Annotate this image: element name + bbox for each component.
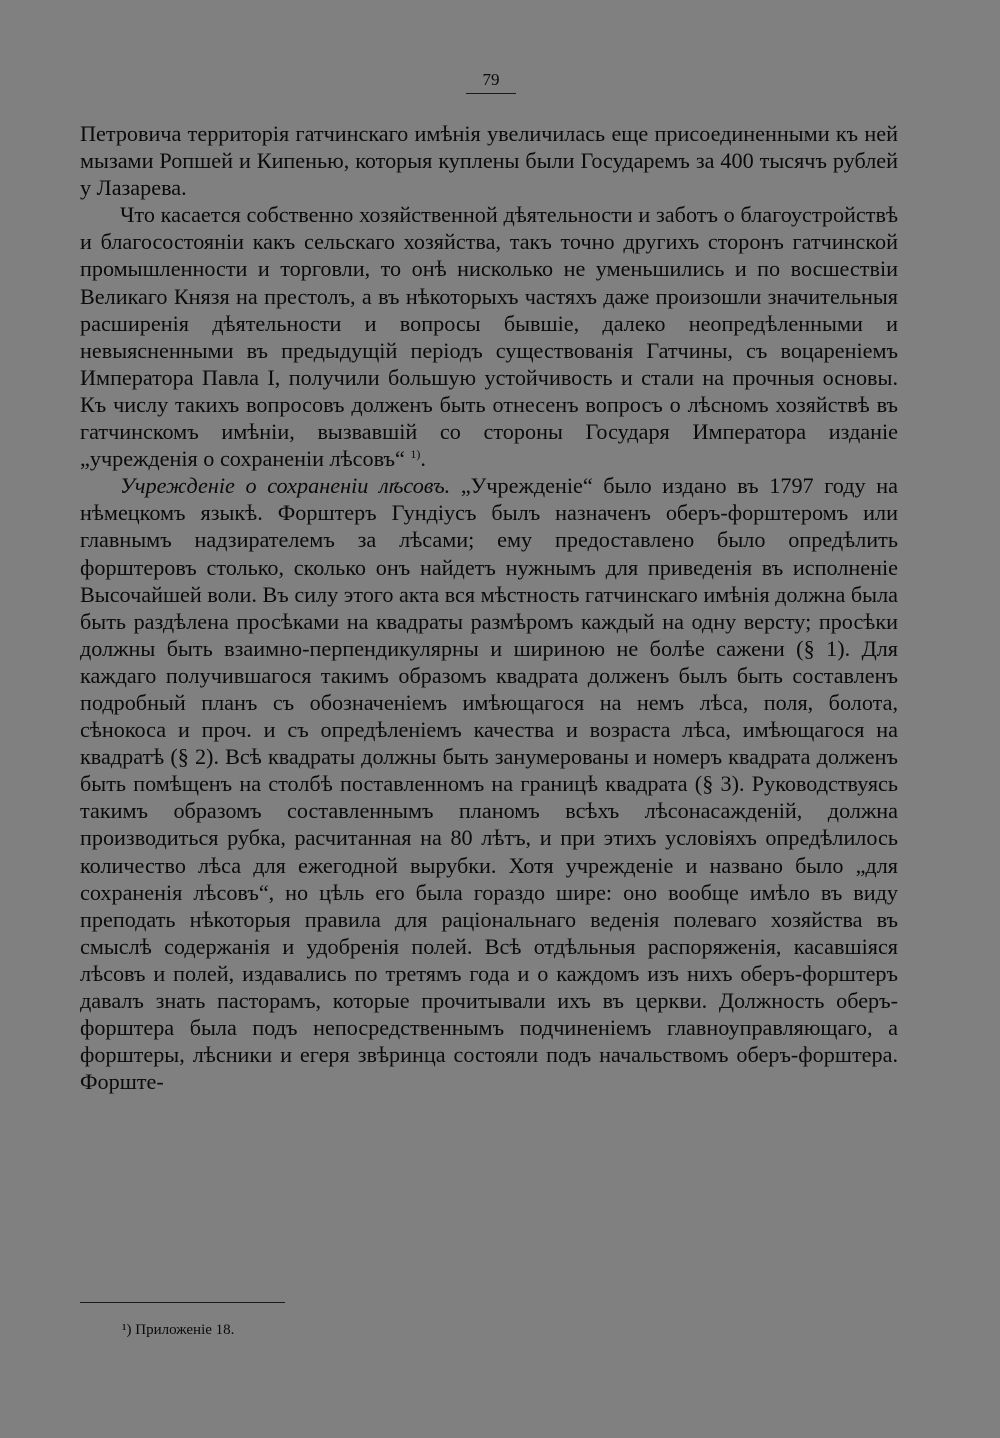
paragraph-1-text: Петровича территорія гатчинскаго имѣнія увеличилась еще присоединенными къ ней мызами Ропшей и Кипенью, которыя куплены были Государемъ за 400 тысячъ рублей у Лазарева. — [80, 121, 898, 201]
paragraph-3-heading: Учрежденіе о сохраненіи лѣсовъ. — [120, 473, 451, 499]
body-text — [80, 120, 898, 1095]
paragraph-1 — [80, 120, 898, 201]
paragraph-2-text: Что касается собственно хозяйственной дѣятельности и заботъ о благоустройствѣ и благосостояніи какъ сельскаго хозяйства, такъ точно другихъ сторонъ гатчинской промышленности и торговли, то онѣ нисколько не уменьшились и по восшествіи Великаго Князя на престолъ, а въ нѣкоторыхъ частяхъ даже произошли значительныя расширенія дѣятельности и вопросы бывшіе, далеко неопредѣленными и невыясненными въ предыдущій періодъ существованія Гатчины, съ воцареніемъ Императора Павла I, получили большую устойчивость и стали на прочныя основы. Къ числу такихъ вопросовъ долженъ быть отнесенъ вопросъ о лѣсномъ хозяйствѣ въ гатчинскомъ имѣніи, вызвавшій со стороны Государя Императора изданіе „учрежденія о сохраненіи лѣсовъ“ — [80, 202, 898, 472]
paragraph-3 — [80, 472, 898, 1095]
footnote-marker: 1) — [410, 447, 421, 462]
paragraph-3-text: „Учрежденіе“ было издано въ 1797 году на нѣмецкомъ языкѣ. Форштеръ Гундіусъ былъ назначенъ оберъ-форштеромъ или главнымъ надзирателемъ за лѣсами; ему предоставлено было опредѣлить форштеровъ столько, сколько онъ найдетъ нужнымъ для приведенія въ исполненіе Высочайшей воли. Въ силу этого акта вся мѣстность гатчинскаго имѣнія должна была быть раздѣлена просѣками на квадраты размѣромъ каждый на одну версту; просѣки должны быть взаимно-перпендикулярны и шириною не болѣе сажени (§ 1). Для каждаго получившагося такимъ образомъ квадрата долженъ былъ быть составленъ подробный планъ съ обозначеніемъ имѣющагося на немъ лѣса, поля, болота, сѣнокоса и проч. и съ опредѣленіемъ качества и возраста лѣса, имѣющагося на квадратѣ (§ 2). Всѣ квадраты должны быть занумерованы и номеръ квадрата долженъ быть помѣщенъ на столбѣ поставленномъ на границѣ квадрата (§ 3). Руководствуясь такимъ образомъ составленнымъ планомъ всѣхъ лѣсонасажденій, должна производиться рубка, расчитанная на 80 лѣтъ, и при этихъ условіяхъ опредѣлилось количество лѣса для ежегодной вырубки. Хотя учрежденіе и названо было „для сохраненія лѣсовъ“, но цѣль его была гораздо шире: оно вообще имѣло въ виду преподать нѣкоторыя правила для раціональнаго веденія полеваго хозяйства въ смыслѣ содержанія и удобренія полей. Всѣ отдѣльныя распоряженія, касавшіяся лѣсовъ и полей, издавались по третямъ года и о каждомъ изъ нихъ оберъ-форштеръ давалъ знать пасторамъ, которые прочитывали ихъ въ церкви. Должность оберъ-форштера была подъ непосредственнымъ подчиненіемъ главноуправляющаго, а форштеры, лѣсники и егеря звѣринца состояли подъ начальствомъ оберъ-форштера. Форште- — [80, 473, 898, 1095]
footnote-divider — [80, 1302, 285, 1303]
page-number: 79 — [466, 70, 516, 94]
footnote: ¹) Приложеніе 18. — [122, 1322, 235, 1338]
paragraph-2: Что касается собственно хозяйственной дѣятельности и заботъ о благоустройствѣ и благосостояніи какъ сельскаго хозяйства, такъ точно другихъ сторонъ гатчинской промышленности и торговли, то онѣ нисколько не уменьшились и по восшествіи Великаго Князя на престолъ, а въ нѣкоторыхъ частяхъ даже произошли значительныя расширенія дѣятельности и вопросы бывшіе, далеко неопредѣленными и невыясненными въ предыдущій періодъ существованія Гатчины, съ воцареніемъ Императора Павла I, получили большую устойчивость и стали на прочныя основы. Къ числу такихъ вопросовъ долженъ быть отнесенъ вопросъ о лѣсномъ хозяйствѣ въ гатчинскомъ имѣніи, вызвавшій со стороны Государя Императора изданіе „учрежденія о сохраненіи лѣсовъ“ $^{1)}$. — [80, 202, 898, 472]
